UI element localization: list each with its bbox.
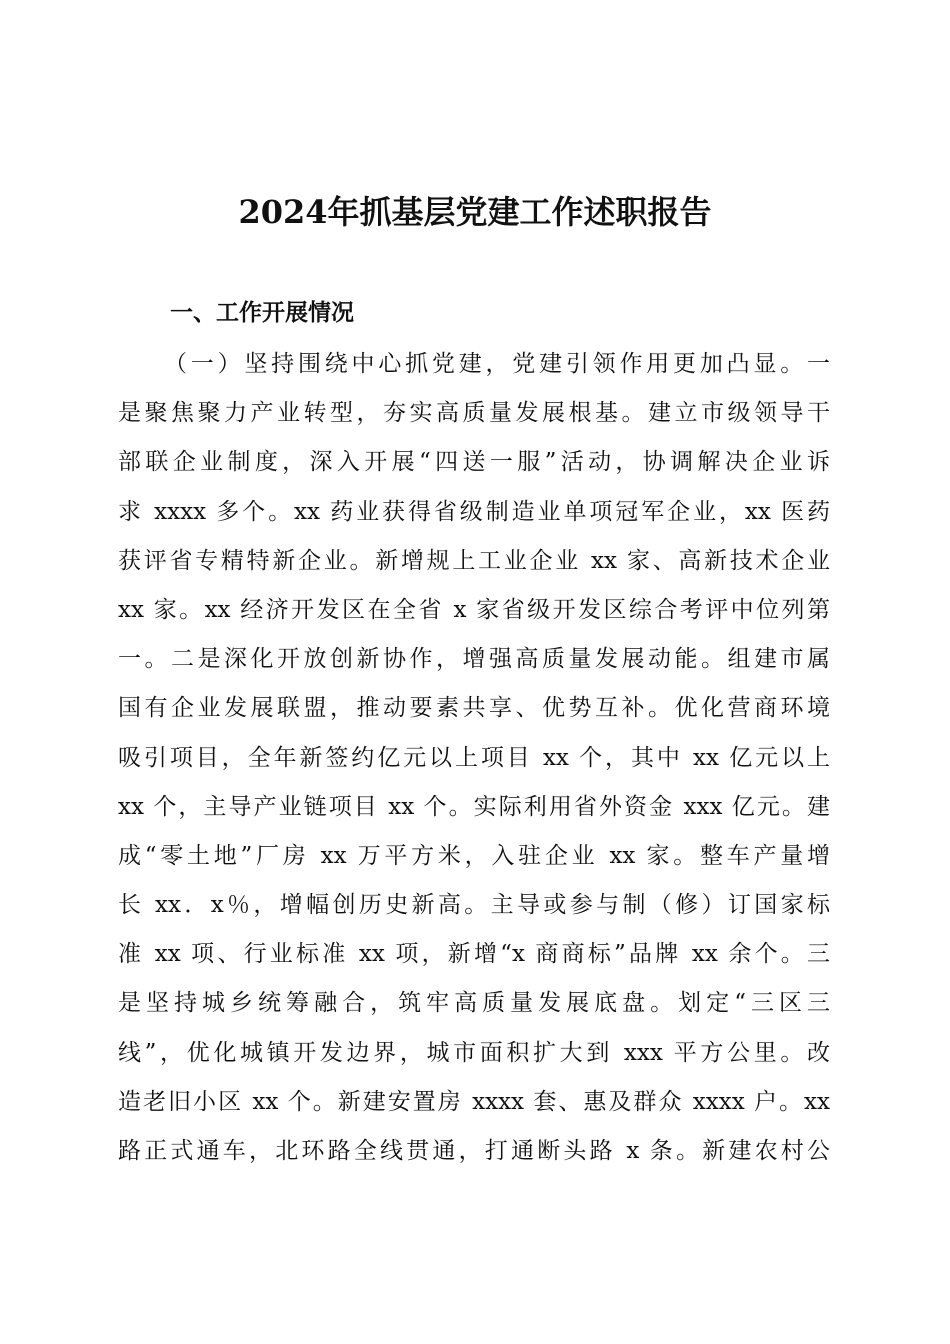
paragraph-line: 长 xx．x％，增幅创历史新高。主导或参与制（修）订国家标 [118,892,830,919]
paragraph-line: 准 xx 项、行业标准 xx 项，新增“x 商商标”品牌 xx 余个。三 [118,941,830,968]
paragraph-line: 吸引项目，全年新签约亿元以上项目 xx 个，其中 xx 亿元以上 [118,744,830,771]
paragraph-line: xx 个，主导产业链项目 xx 个。实际利用省外资金 xxx 亿元。建 [118,793,830,820]
paragraph-line: 是聚焦聚力产业转型，夯实高质量发展根基。建立市级领导干 [118,400,830,427]
paragraph-line: 获评省专精特新企业。新增规上工业企业 xx 家、高新技术企业 [118,547,830,574]
paragraph-line: 线”，优化城镇开发边界，城市面积扩大到 xxx 平方公里。改 [118,1039,830,1066]
paragraph-line: 造老旧小区 xx 个。新建安置房 xxxx 套、惠及群众 xxxx 户。xx [118,1088,830,1115]
paragraph-line: 路正式通车，北环路全线贯通，打通断头路 x 条。新建农村公 [118,1138,830,1164]
paragraph-line: 国有企业发展联盟，推动要素共享、优势互补。优化营商环境 [118,695,830,722]
paragraph-line: （一）坚持围绕中心抓党建，党建引领作用更加凸显。一 [164,351,830,377]
paragraph-line: 部联企业制度，深入开展“四送一服”活动，协调解决企业诉 [118,449,830,476]
paragraph-line: 求 xxxx 多个。xx 药业获得省级制造业单项冠军企业，xx 医药 [118,498,830,525]
body-paragraph [118,340,830,1176]
paragraph-line: xx 家。xx 经济开发区在全省 x 家省级开发区综合考评中位列第 [118,596,830,623]
section-heading: 一、工作开展情况 [170,300,354,326]
paragraph-line: 是坚持城乡统筹融合，筑牢高质量发展底盘。划定“三区三 [118,990,830,1017]
document-title: 2024年抓基层党建工作述职报告 [238,193,712,231]
paragraph-line: 成“零土地”厂房 xx 万平方米，入驻企业 xx 家。整车产量增 [118,842,830,869]
paragraph-line: 一。二是深化开放创新协作，增强高质量发展动能。组建市属 [118,646,830,673]
